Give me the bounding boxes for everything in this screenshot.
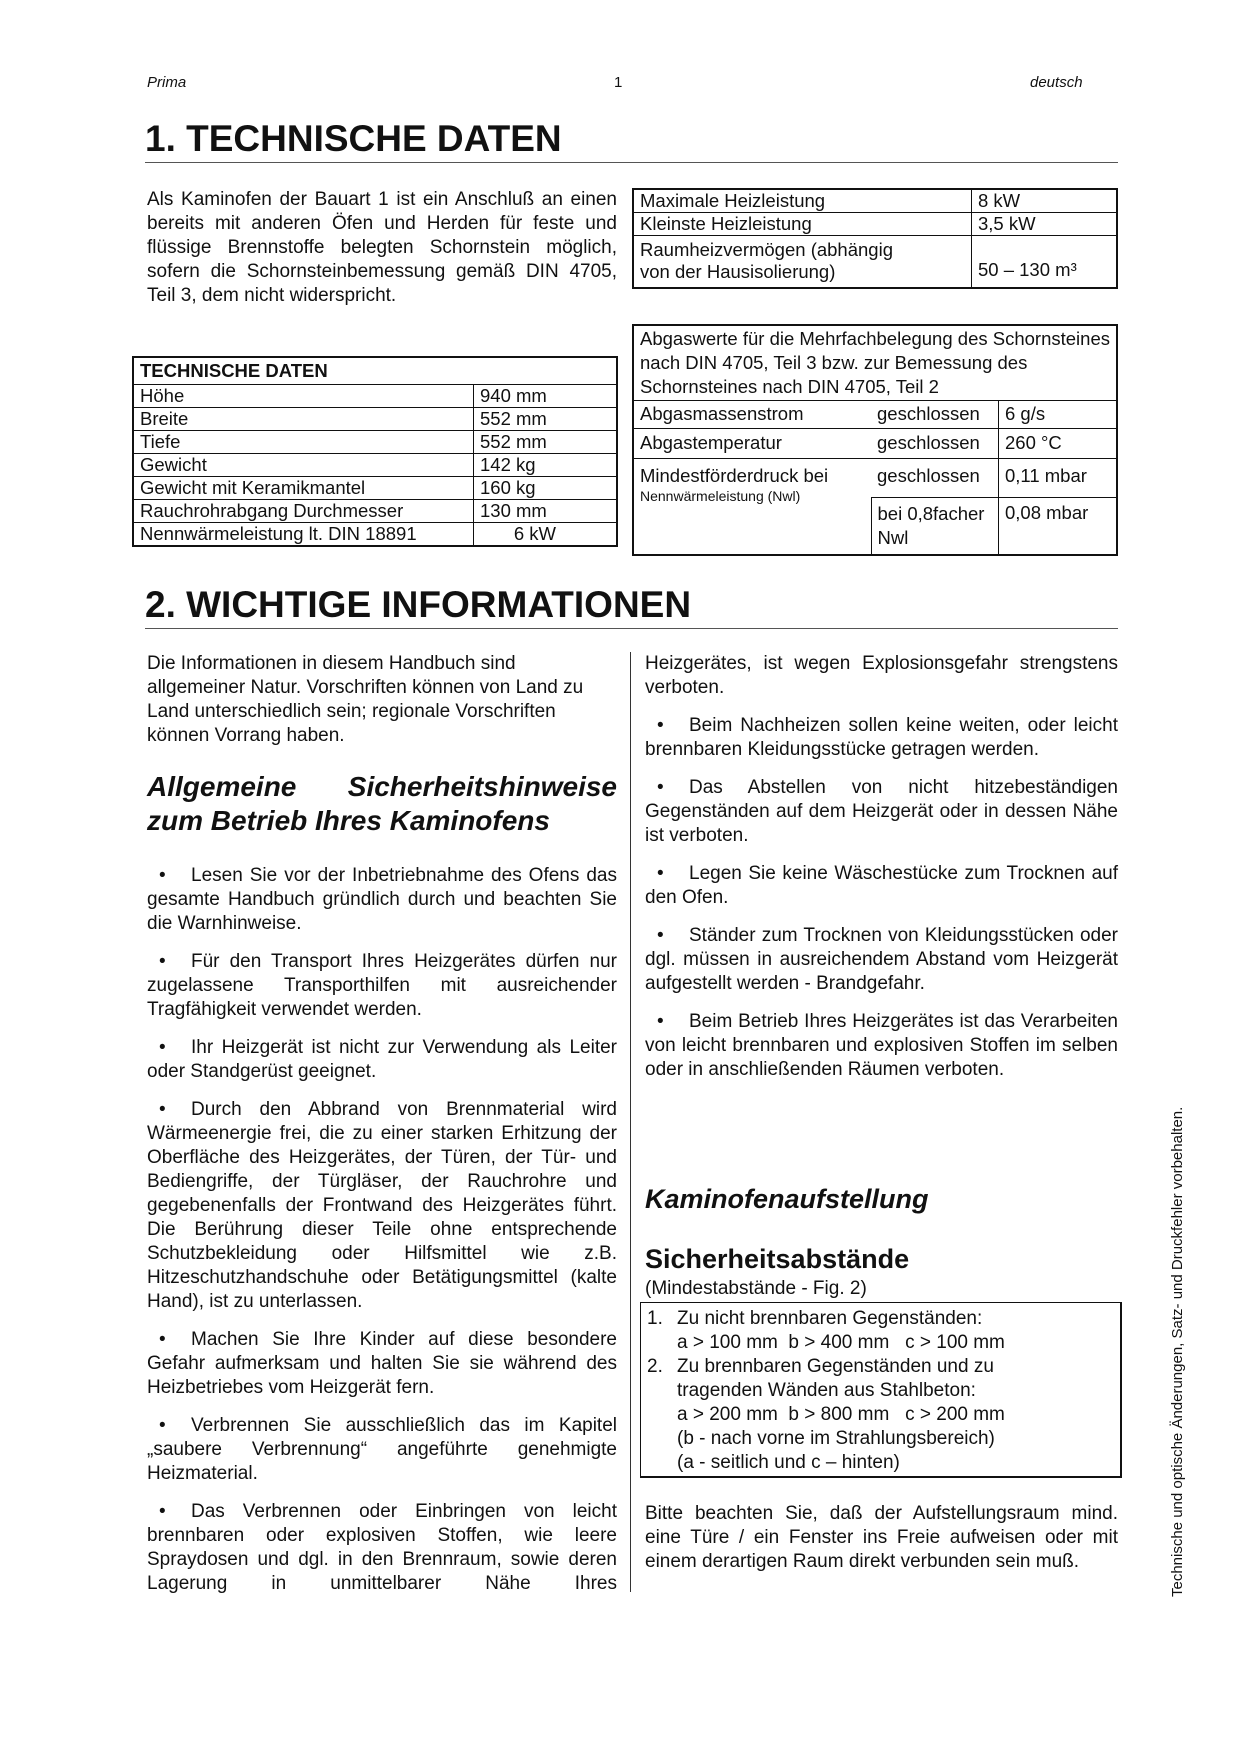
row-value: 552 mm bbox=[474, 408, 618, 431]
row-label: Gewicht mit Keramikmantel bbox=[133, 477, 474, 500]
row-label: Abgastemperatur bbox=[633, 429, 871, 459]
row-label: Höhe bbox=[133, 385, 474, 408]
setup-heading: Kaminofenaufstellung bbox=[645, 1184, 929, 1214]
section1-title: 1. TECHNISCHE DATEN bbox=[145, 118, 562, 159]
row-value: 130 mm bbox=[474, 500, 618, 523]
row-value: 6 g/s bbox=[999, 401, 1118, 429]
row-value: 8 kW bbox=[972, 189, 1118, 213]
side-note: Technische und optische Änderungen, Satz- und Druckfehler vorbehalten. bbox=[1169, 1106, 1186, 1597]
list-item bbox=[645, 924, 1118, 996]
row-state: geschlossen bbox=[871, 459, 999, 498]
row-value: 3,5 kW bbox=[972, 213, 1118, 236]
tech-data-table bbox=[132, 356, 618, 547]
bullet-text: Lesen Sie vor der Inbetriebnahme des Ofens das gesamte Handbuch gründlich durch und beachten Sie die Warnhinweise. bbox=[147, 865, 617, 934]
row-state: bei 0,8facher Nwl bbox=[871, 498, 999, 556]
table-row bbox=[633, 189, 1117, 213]
list-item bbox=[645, 776, 1118, 848]
row-label-line2: von der Hausisolierung) bbox=[640, 261, 836, 282]
table-row bbox=[133, 523, 617, 547]
item-note-2: (a - seitlich und c – hinten) bbox=[677, 1452, 900, 1473]
bullet-glyph: • bbox=[159, 1329, 166, 1350]
row-value: 940 mm bbox=[474, 385, 618, 408]
item-title-2: tragenden Wänden aus Stahlbeton: bbox=[677, 1380, 976, 1401]
header-right: deutsch bbox=[1030, 74, 1083, 91]
bullet-glyph: • bbox=[657, 863, 664, 884]
distances-box bbox=[640, 1302, 1122, 1478]
item-title: Zu nicht brennbaren Gegenständen: bbox=[677, 1308, 983, 1329]
page-number: 1 bbox=[614, 74, 623, 91]
right-bullet-list bbox=[645, 652, 1118, 1096]
row-state: geschlossen bbox=[871, 429, 999, 459]
row-label: Breite bbox=[133, 408, 474, 431]
section1-intro: Als Kaminofen der Bauart 1 ist ein Anschluß an einen bereits mit anderen Öfen und Herden für feste und flüssige Brennstoffe belegten Schornstein möglich, sofern die Schornsteinbemessung gemäß DIN 4705, Teil 3, dem nicht widerspricht. bbox=[147, 189, 617, 306]
table-row bbox=[633, 459, 1117, 498]
table-row bbox=[133, 477, 617, 500]
bullet-text: Beim Betrieb Ihres Heizgerätes ist das Verarbeiten von leicht brennbaren und explosiven Stoffen im selben oder in anschließenden Räumen verboten. bbox=[645, 1011, 1118, 1080]
bullet-text: Legen Sie keine Wäschestücke zum Trocknen auf den Ofen. bbox=[645, 863, 1118, 908]
bullet-glyph: • bbox=[159, 1099, 166, 1120]
table-row bbox=[633, 213, 1117, 236]
table-row bbox=[133, 454, 617, 477]
item-title: Zu brennbaren Gegenständen und zu bbox=[677, 1356, 994, 1377]
left-bullet-list bbox=[147, 864, 617, 1610]
row-value: 0,08 mbar bbox=[999, 498, 1118, 556]
exhaust-table-heading: Abgaswerte für die Mehrfachbelegung des Schornsteines nach DIN 4705, Teil 3 bzw. zur Bemessung des Schornsteines nach DIN 4705, Teil 2 bbox=[633, 325, 1117, 401]
list-item bbox=[645, 862, 1118, 910]
exhaust-table bbox=[632, 324, 1118, 556]
row-value: 142 kg bbox=[474, 454, 618, 477]
item-number: 1. bbox=[647, 1308, 663, 1329]
distances-subheading: (Mindestabstände - Fig. 2) bbox=[645, 1278, 867, 1299]
bullet-glyph: • bbox=[159, 1501, 166, 1522]
section2-intro: Die Informationen in diesem Handbuch sind allgemeiner Natur. Vorschriften können von Land zu Land unterschiedlich sein; regionale Vorschriften können Vorrang haben. bbox=[147, 653, 584, 746]
row-label: Kleinste Heizleistung bbox=[633, 213, 972, 236]
row-label-line1: Raumheizvermögen (abhängig bbox=[640, 239, 893, 260]
row-label bbox=[633, 459, 871, 556]
list-item bbox=[147, 1098, 617, 1314]
list-item bbox=[645, 1010, 1118, 1082]
bullet-text: Ihr Heizgerät ist nicht zur Verwendung als Leiter oder Standgerüst geeignet. bbox=[147, 1037, 617, 1082]
bullet-text: Ständer zum Trocknen von Kleidungsstücken oder dgl. müssen in ausreichendem Abstand vom Heizgerät aufgestellt werden - Brandgefahr. bbox=[645, 925, 1118, 994]
table-row bbox=[133, 408, 617, 431]
row-label: Gewicht bbox=[133, 454, 474, 477]
list-item: Heizgerätes, ist wegen Explosionsgefahr strengstens verboten. bbox=[645, 653, 1118, 698]
row-label: Nennwärmeleistung lt. DIN 18891 bbox=[133, 523, 474, 547]
bullet-text: Das Verbrennen oder Einbringen von leicht brennbaren oder explosiven Stoffen, wie leere Spraydosen und dgl. in den Brennraum, sowie deren Lagerung in unmittelbarer Nähe Ihres bbox=[147, 1501, 617, 1594]
list-item bbox=[147, 1414, 617, 1486]
item-number: 2. bbox=[647, 1356, 663, 1377]
item-note-1: (b - nach vorne im Strahlungsbereich) bbox=[677, 1428, 995, 1449]
list-item bbox=[147, 1328, 617, 1400]
list-item bbox=[147, 1036, 617, 1084]
row-label bbox=[633, 236, 972, 289]
section2-rule bbox=[145, 628, 1118, 629]
distances-heading: Sicherheitsabstände bbox=[645, 1244, 910, 1274]
safety-heading bbox=[147, 770, 617, 838]
bullet-text: Durch den Abbrand von Brennmaterial wird Wärmeenergie frei, die zu einer starken Erhitzung der Oberfläche des Heizgerätes, der Türen, der Tür- und Bediengriffe, der Türgläser, der Rauchrohre und gegebenenfalls der Frontwand des Heizgerätes führt. Die Berührung dieser Teile ohne entsprechende Schutzbekleidung oder Hilfsmittel wie z.B. Hitzeschutzhandschuhe oder Betätigungsmittel (kalte Hand), ist zu unterlassen. bbox=[147, 1099, 617, 1312]
row-sublabel: Nennwärmeleistung (Nwl) bbox=[640, 488, 801, 504]
column-divider bbox=[630, 652, 631, 1592]
item-values: a > 200 mm b > 800 mm c > 200 mm bbox=[677, 1404, 1005, 1425]
bullet-glyph: • bbox=[657, 715, 664, 736]
bullet-glyph: • bbox=[657, 1011, 664, 1032]
bullet-text: Das Abstellen von nicht hitzebeständigen Gegenständen auf dem Heizgerät oder in dessen Nähe ist verboten. bbox=[645, 777, 1118, 846]
row-label: Rauchrohrabgang Durchmesser bbox=[133, 500, 474, 523]
table-row bbox=[133, 385, 617, 408]
bullet-glyph: • bbox=[159, 1037, 166, 1058]
list-item bbox=[645, 714, 1118, 762]
row-value: 260 °C bbox=[999, 429, 1118, 459]
table-row bbox=[633, 429, 1117, 459]
list-item bbox=[147, 1500, 617, 1596]
row-label: Maximale Heizleistung bbox=[633, 189, 972, 213]
distance-item-1 bbox=[647, 1307, 1120, 1355]
power-table bbox=[632, 188, 1118, 289]
list-item bbox=[147, 950, 617, 1022]
bullet-glyph: • bbox=[657, 777, 664, 798]
safety-heading-line2: zum Betrieb Ihres Kaminofens bbox=[147, 805, 550, 836]
tech-table-heading: TECHNISCHE DATEN bbox=[133, 357, 617, 385]
row-label: Abgasmassenstrom bbox=[633, 401, 871, 429]
bullet-text: Für den Transport Ihres Heizgerätes dürfen nur zugelassene Transporthilfen mit ausreichender Tragfähigkeit verwendet werden. bbox=[147, 951, 617, 1020]
list-item bbox=[147, 864, 617, 936]
section1-rule bbox=[145, 162, 1118, 163]
row-value: 6 kW bbox=[474, 523, 618, 547]
bullet-glyph: • bbox=[657, 925, 664, 946]
bullet-text: Verbrennen Sie ausschließlich das im Kapitel „saubere Verbrennung“ angeführte genehmigte Heizmaterial. bbox=[147, 1415, 617, 1484]
row-value: 160 kg bbox=[474, 477, 618, 500]
closing-paragraph: Bitte beachten Sie, daß der Aufstellungsraum mind. eine Türe / ein Fenster ins Freie aufweisen oder mit einem derartigen Raum direkt verbunden sein muß. bbox=[645, 1503, 1118, 1572]
section2-title: 2. WICHTIGE INFORMATIONEN bbox=[145, 584, 692, 625]
distance-item-2 bbox=[647, 1355, 1120, 1475]
bullet-text: Machen Sie Ihre Kinder auf diese besondere Gefahr aufmerksam und halten Sie sie während des Heizbetriebes vom Heizgerät fern. bbox=[147, 1329, 617, 1398]
safety-heading-line1: Allgemeine Sicherheitshinweise bbox=[147, 771, 617, 802]
table-row bbox=[633, 236, 1117, 289]
table-row bbox=[133, 500, 617, 523]
table-row bbox=[633, 401, 1117, 429]
header-left: Prima bbox=[147, 74, 187, 91]
row-value: 0,11 mbar bbox=[999, 459, 1118, 498]
row-state: geschlossen bbox=[871, 401, 999, 429]
item-values: a > 100 mm b > 400 mm c > 100 mm bbox=[677, 1332, 1005, 1353]
row-label: Tiefe bbox=[133, 431, 474, 454]
row-value: 50 – 130 m³ bbox=[972, 236, 1118, 289]
table-row bbox=[133, 431, 617, 454]
bullet-glyph: • bbox=[159, 951, 166, 972]
bullet-glyph: • bbox=[159, 865, 166, 886]
bullet-glyph: • bbox=[159, 1415, 166, 1436]
row-label-main: Mindestförderdruck bei bbox=[640, 465, 829, 486]
bullet-text: Beim Nachheizen sollen keine weiten, oder leicht brennbaren Kleidungsstücke getragen werden. bbox=[645, 715, 1118, 760]
row-value: 552 mm bbox=[474, 431, 618, 454]
